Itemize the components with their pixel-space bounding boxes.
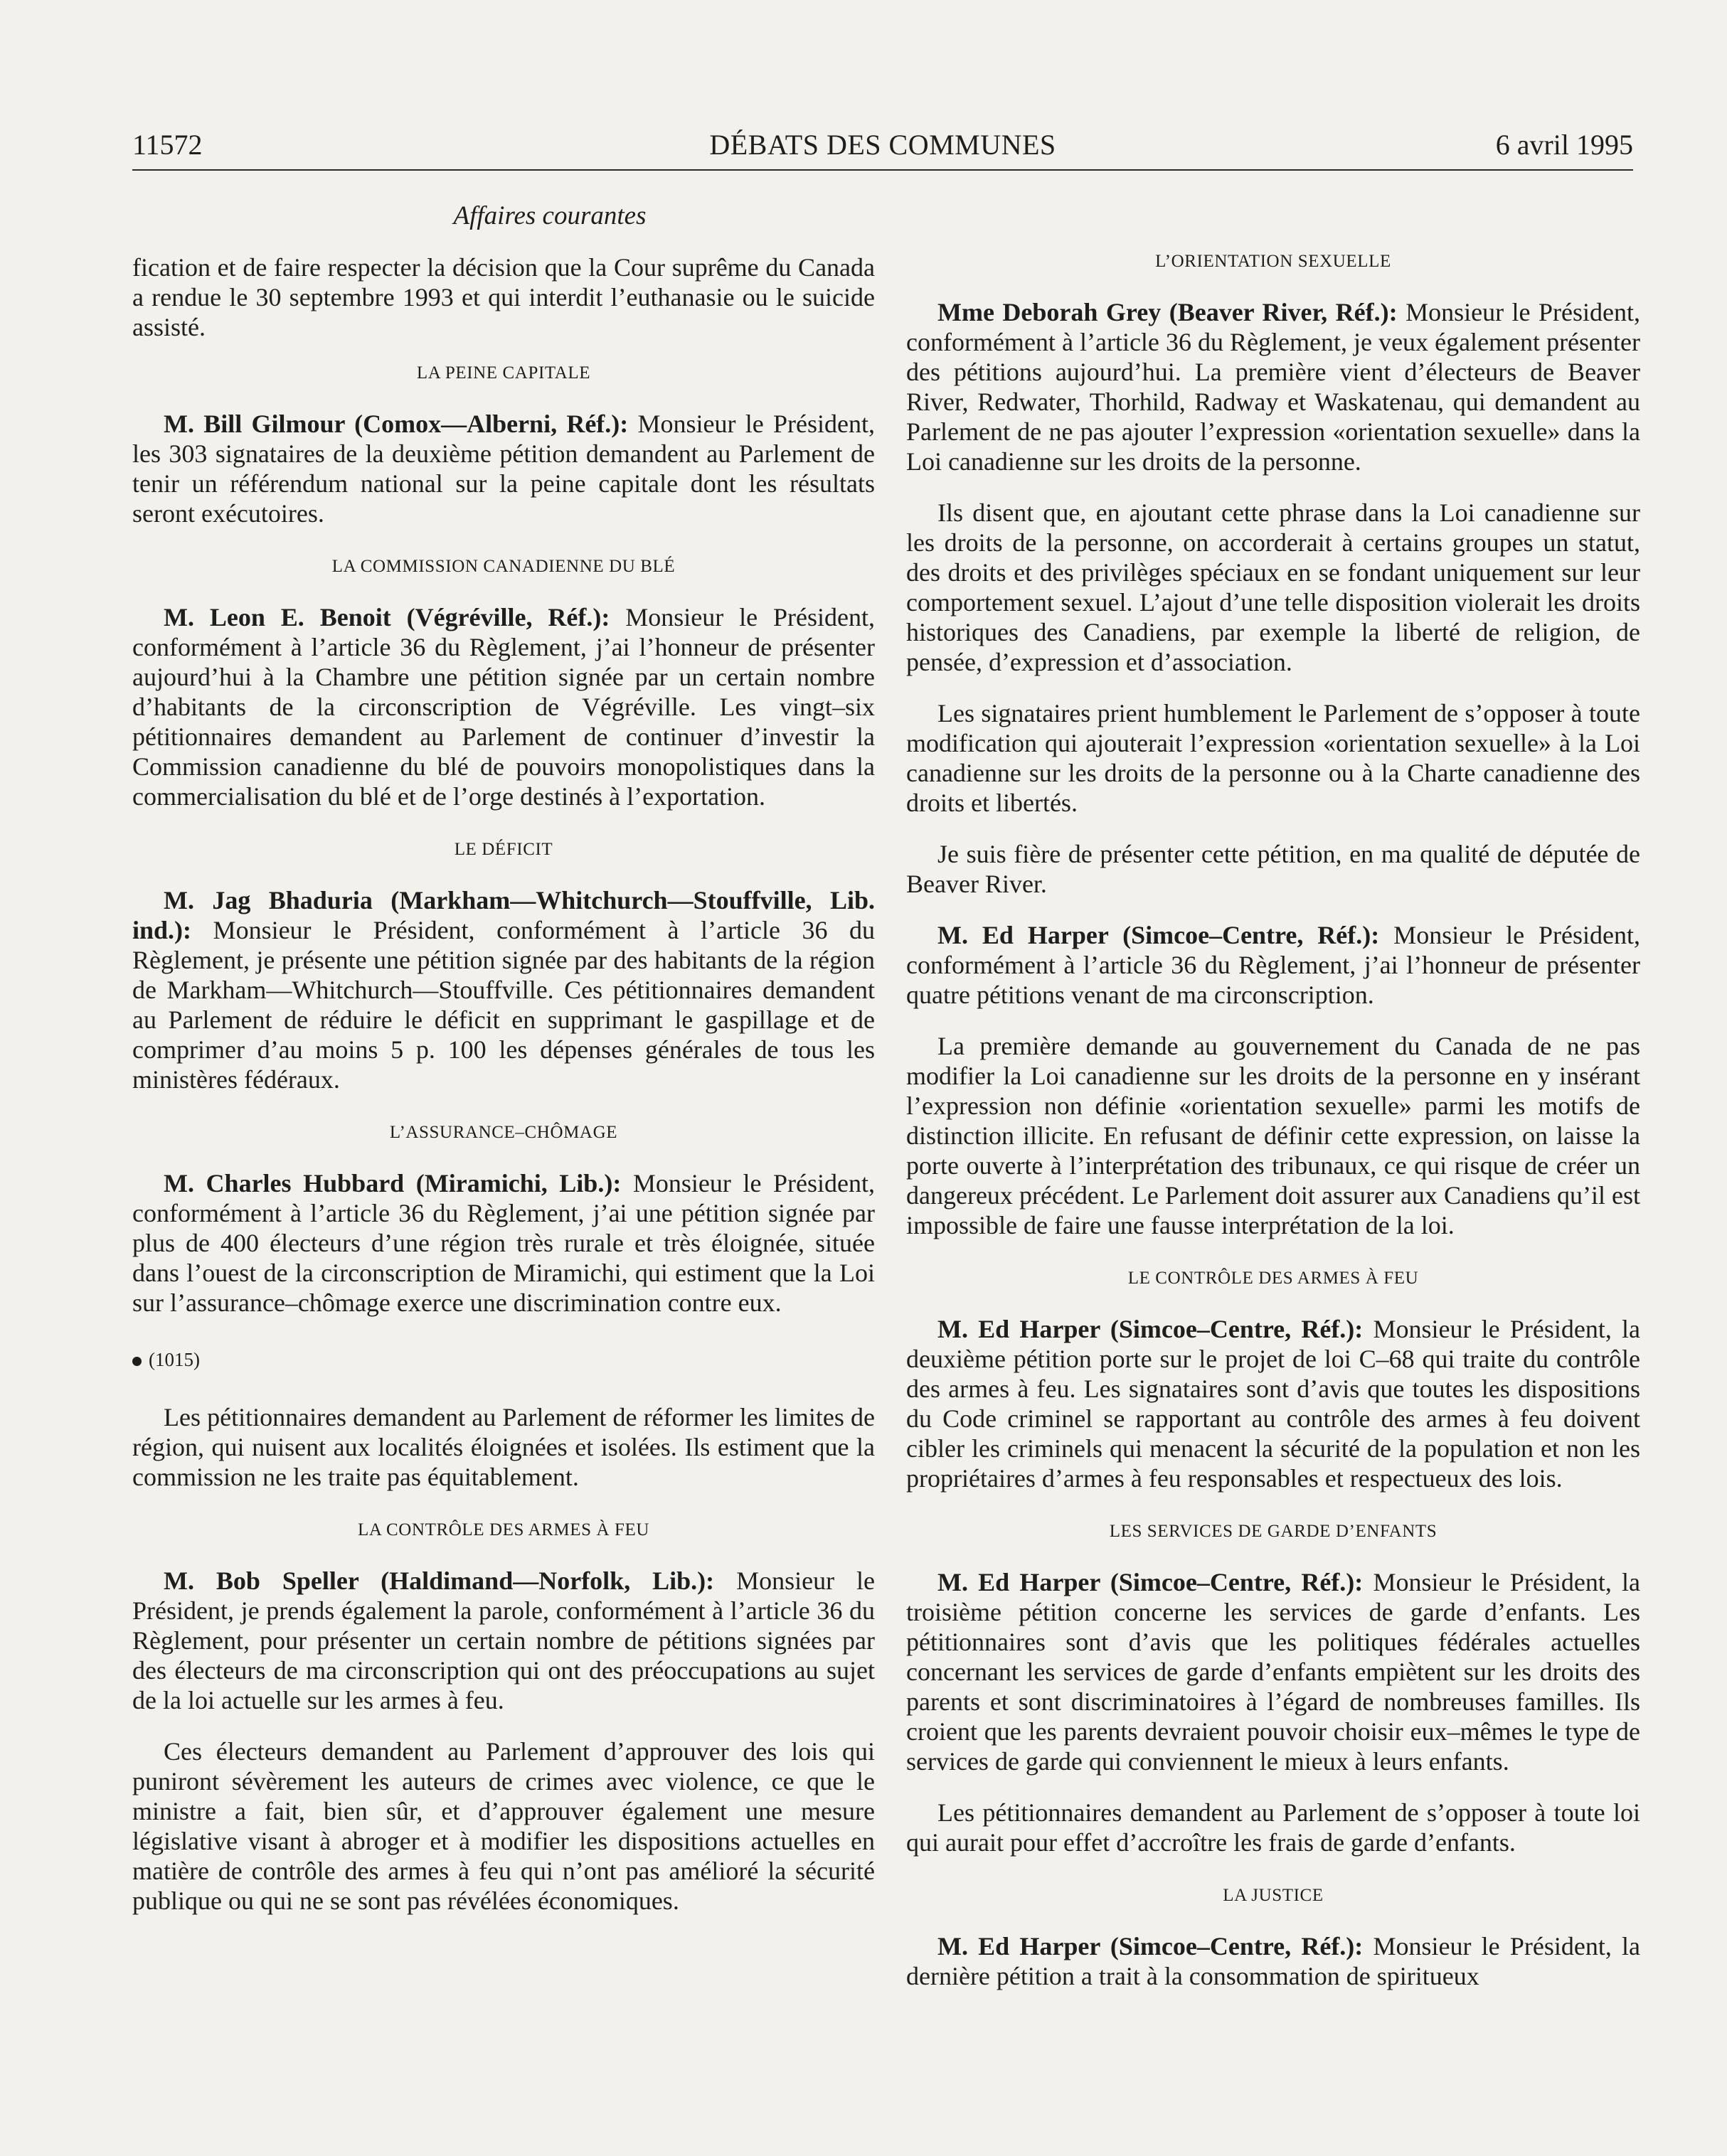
statement-text: Monsieur le Président, conformément à l’article 36 du Règlement, j’ai l’honneur de présenter aujourd’hui à la Chambre une pétition signée par un certain nombre d’habitants de la circonscription de Végréville. Les vingt–six pétitionnaires demandent au Parlement de continuer d’investir la Commission canadienne du blé de pouvoirs monopolistiques dans la commercialisation du blé et de l’orge destinés à l’exportation.: [132, 603, 875, 811]
left-column: [132, 201, 875, 1937]
speaker-name: M. Jag Bhaduria (Markham—Whitchurch—Stouffville, Lib. ind.):: [132, 886, 875, 944]
statement-text: Monsieur le Président, la dernière pétition a trait à la consommation de spiritueux: [906, 1932, 1640, 1990]
section-subheading: Affaires courantes: [453, 201, 647, 230]
statement-text: Monsieur le Président, je prends également la parole, conformément à l’article 36 du Règlement, pour présenter un certain nombre de pétitions signées par des électeurs de ma circonscription qui ont des préoccupations au sujet de la loi actuelle sur les armes à feu.: [132, 1567, 876, 1714]
running-head: [132, 127, 1633, 171]
statement-text: Monsieur le Président, conformément à l’article 36 du Règlement, je veux également présenter des pétitions aujourd’hui. La première vient d’électeurs de Beaver River, Redwater, Thorhild, Radway et Waskatenau, qui demandent au Parlement de ne pas ajouter l’expression «orientation sexuelle» dans la Loi canadienne sur les droits de la personne.: [906, 298, 1640, 476]
statement-text: Monsieur le Président, conformément à l’article 36 du Règlement, je présente une pétition signée par des habitants de la région de Markham—Whitchurch—Stouffville. Ces pétitionnaires demandent au Parlement de réduire le déficit en supprimant le gaspillage et de comprimer d’au moins 5 p. 100 les dépenses générales de tous les ministères fédéraux.: [132, 916, 875, 1094]
heading-assurance-chomage: L’ASSURANCE–CHÔMAGE: [389, 1123, 618, 1142]
heading-commission-ble: LA COMMISSION CANADIENNE DU BLÉ: [331, 557, 676, 576]
continuation-paragraph: fication et de faire respecter la décision que la Cour suprême du Canada a rendue le 30 septembre 1993 et qui interdit l’euthanasie ou le suicide assisté.: [132, 253, 875, 341]
publication-title: DÉBATS DES COMMUNES: [709, 129, 1056, 161]
heading-controle-armes-feu: LE CONTRÔLE DES ARMES À FEU: [1127, 1269, 1419, 1288]
paragraph-frais-garde: Les pétitionnaires demandent au Parlement de s’opposer à toute loi qui aurait pour effet d’accroître les frais de garde d’enfants.: [906, 1798, 1640, 1857]
speaker-name: M. Bob Speller (Haldimand—Norfolk, Lib.):: [164, 1567, 715, 1595]
time-marker: [132, 1349, 875, 1371]
statement-gilmour: [132, 409, 875, 528]
statement-text: Monsieur le Président, la deuxième pétition porte sur le projet de loi C–68 qui traite du contrôle des armes à feu. Les signataires sont d’avis que toutes les dispositions du Code criminel se rapportant au contrôle des armes à feu doivent cibler les criminels qui menacent la sécurité de la population et non les propriétaires d’armes à feu responsables et respectueux des lois.: [906, 1315, 1640, 1493]
paragraph-droits-privileges: Ils disent que, en ajoutant cette phrase dans la Loi canadienne sur les droits de la personne, on accorderait à certains groupes un statut, des droits et des privilèges spéciaux en se fondant uniquement sur leur comportement sexuel. L’ajout d’une telle disposition violerait les droits historiques des Canadiens, par exemple la liberté de religion, de pensée, d’expression et d’association.: [906, 498, 1640, 676]
statement-text: Monsieur le Président, la troisième pétition concerne les services de garde d’enfants. Les pétitionnaires sont d’avis que les politiques fédérales actuelles concernant les services de garde d’enfants empiètent sur les droits des parents et sont discriminatoires à l’égard de nombreuses familles. Ils croient que les parents devraient pouvoir choisir eux–mêmes le type de services de garde qui conviennent le mieux à leurs enfants.: [906, 1568, 1640, 1776]
statement-text: Monsieur le Président, conformément à l’article 36 du Règlement, j’ai l’honneur de présenter quatre pétitions venant de ma circonscription.: [906, 921, 1640, 1009]
statement-hubbard: [132, 1168, 875, 1318]
statement-benoit: [132, 602, 875, 811]
statement-harper-3: [906, 1567, 1640, 1776]
statement-speller: [132, 1566, 875, 1715]
paragraph-electeurs: Ces électeurs demandent au Parlement d’approuver des lois qui puniront sévèrement les auteurs de crimes avec violence, ce que le ministre a fait, bien sûr, et d’approuver également une mesure législative visant à abroger et à modifier les dispositions actuelles en matière de contrôle des armes à feu qui n’ont pas amélioré la sécurité publique ou qui ne se sont pas révélées économiques.: [132, 1737, 875, 1915]
statement-grey: [906, 297, 1640, 476]
speaker-name: M. Ed Harper (Simcoe–Centre, Réf.):: [937, 921, 1380, 949]
speaker-name: M. Ed Harper (Simcoe–Centre, Réf.):: [937, 1315, 1364, 1343]
bullet-icon: [132, 1357, 142, 1366]
paragraph-premiere-demande: La première demande au gouvernement du Canada de ne pas modifier la Loi canadienne sur les droits de la personne en y insérant l’expression non définie «orientation sexuelle» parmi les motifs de distinction illicite. En refusant de définir cette expression, on laisse la porte ouverte à l’interprétation des tribunaux, ce qui risque de créer un dangereux précédent. Le Parlement doit assurer aux Canadiens qu’il est impossible de faire une fausse interprétation de la loi.: [906, 1032, 1640, 1239]
heading-orientation-sexuelle: L’ORIENTATION SEXUELLE: [1155, 252, 1391, 271]
time-label: (1015): [149, 1349, 200, 1370]
statement-harper-1: [906, 920, 1640, 1010]
statement-text: Monsieur le Président, les 303 signataires de la deuxième pétition demandent au Parlement de tenir un référendum national sur la peine capitale dont les résultats seront exécutoires.: [132, 410, 875, 528]
speaker-name: Mme Deborah Grey (Beaver River, Réf.):: [937, 298, 1398, 326]
paragraph-reformer-limites: Les pétitionnaires demandent au Parlement de réformer les limites de région, qui nuisent aux localités éloignées et isolées. Ils estiment que la commission ne les traite pas équitablement.: [132, 1403, 875, 1491]
paragraph-signataires: Les signataires prient humblement le Parlement de s’opposer à toute modification qui ajouterait l’expression «orientation sexuelle» à la Loi canadienne sur les droits de la personne ou à la Charte canadienne des droits et libertés.: [906, 699, 1640, 817]
statement-text: Monsieur le Président, conformément à l’article 36 du Règlement, j’ai une pétition signée par plus de 400 électeurs d’une région très rurale et très éloignée, située dans l’ouest de la circonscription de Miramichi, qui estiment que la Loi sur l’assurance–chômage exerce une discrimination contre eux.: [132, 1169, 876, 1317]
statement-harper-4: [906, 1931, 1640, 1991]
heading-controle-armes: LA CONTRÔLE DES ARMES À FEU: [358, 1520, 649, 1539]
speaker-name: M. Leon E. Benoit (Végréville, Réf.):: [164, 603, 610, 631]
heading-deficit: LE DÉFICIT: [454, 840, 553, 859]
heading-peine-capitale: LA PEINE CAPITALE: [416, 363, 591, 383]
speaker-name: M. Ed Harper (Simcoe–Centre, Réf.):: [937, 1568, 1364, 1596]
publication-date: 6 avril 1995: [1495, 129, 1633, 161]
heading-justice: LA JUSTICE: [1223, 1886, 1324, 1905]
statement-harper-2: [906, 1314, 1640, 1493]
speaker-name: M. Charles Hubbard (Miramichi, Lib.):: [164, 1169, 622, 1197]
speaker-name: M. Bill Gilmour (Comox—Alberni, Réf.):: [164, 410, 629, 438]
statement-bhaduria: [132, 885, 875, 1094]
right-column: [906, 201, 1640, 2012]
heading-garde-enfants: LES SERVICES DE GARDE D’ENFANTS: [1109, 1522, 1438, 1541]
page-number: 11572: [132, 129, 203, 161]
speaker-name: M. Ed Harper (Simcoe–Centre, Réf.):: [937, 1932, 1364, 1960]
paragraph-fiere: Je suis fière de présenter cette pétition, en ma qualité de députée de Beaver River.: [906, 840, 1640, 898]
